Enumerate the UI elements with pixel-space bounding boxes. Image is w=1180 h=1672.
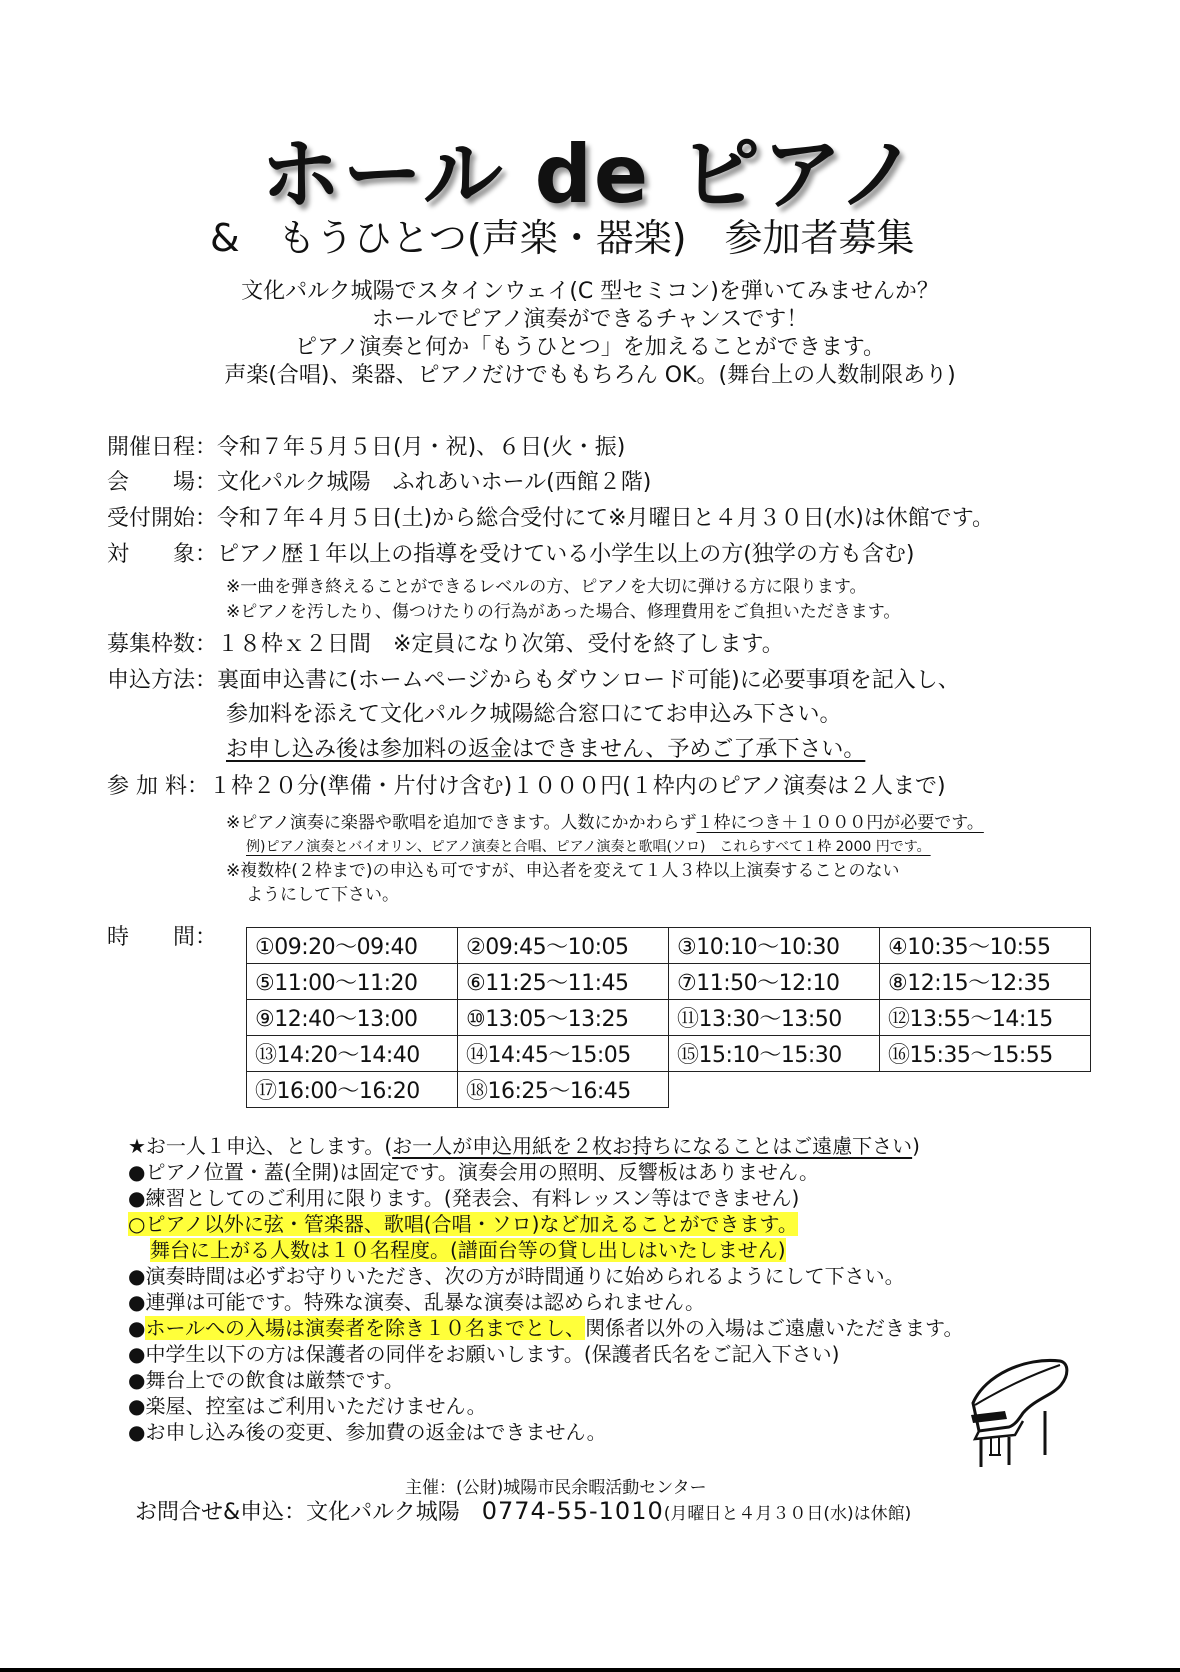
contact-line xyxy=(135,1495,911,1526)
rule-highlight: 舞台に上がる人数は１０名程度。(譜面台等の貸し出しはいたしません) xyxy=(150,1238,786,1262)
rules-list xyxy=(128,1133,963,1445)
intro-line: 声楽(合唱)、楽器、ピアノだけでももちろん OK。(舞台上の人数制限あり) xyxy=(224,363,956,388)
time-slot-table xyxy=(246,927,1091,1108)
method-line: 参加料を添えて文化パルク城陽総合窓口にてお申込み下さい。 xyxy=(226,702,842,727)
method-label: 申込方法： xyxy=(107,668,218,693)
date-row xyxy=(107,430,625,461)
target-note: ※一曲を弾き終えることができるレベルの方、ピアノを大切に弾ける方に限ります。 xyxy=(226,577,867,597)
date-label: 開催日程： xyxy=(107,435,218,460)
time-slot: ⑬14:20～14:40 xyxy=(247,1036,458,1072)
fee-note: ※複数枠(２枠まで)の申込も可ですが、申込者を変えて１人３枠以上演奏することのない xyxy=(226,861,900,881)
time-slot: ⑩13:05～13:25 xyxy=(458,1000,669,1036)
rule-text: ● xyxy=(128,1316,146,1340)
time-slot: ②09:45～10:05 xyxy=(458,928,669,964)
rule-item: ●中学生以下の方は保護者の同伴をお願いします。(保護者氏名をご記入下さい) xyxy=(128,1342,840,1366)
target-label: 対 象： xyxy=(107,542,218,567)
refund-notice: お申し込み後は参加料の返金はできません、予めご了承下さい。 xyxy=(226,737,866,762)
empty-cell xyxy=(669,1072,880,1108)
time-slot: ⑱16:25～16:45 xyxy=(458,1072,669,1108)
time-slot: ⑫13:55～14:15 xyxy=(880,1000,1091,1036)
time-slot: ⑰16:00～16:20 xyxy=(247,1072,458,1108)
time-slot: ③10:10～10:30 xyxy=(669,928,880,964)
rule-item: ●練習としてのご利用に限ります。(発表会、有料レッスン等はできません) xyxy=(128,1186,800,1210)
time-slot: ⑨12:40～13:00 xyxy=(247,1000,458,1036)
rule-highlight: ○ピアノ以外に弦・管楽器、歌唱(合唱・ソロ)など加えることができます。 xyxy=(128,1212,798,1236)
grand-piano-illustration xyxy=(965,1355,1075,1475)
venue-label: 会 場： xyxy=(107,470,218,495)
rule-item: ●お申し込み後の変更、参加費の返金はできません。 xyxy=(128,1420,607,1444)
rule-highlight: ホールへの入場は演奏者を除き１０名までとし、 xyxy=(145,1316,586,1340)
time-slot: ①09:20～09:40 xyxy=(247,928,458,964)
reception-value: 令和７年４月５日(土)から総合受付にて※月曜日と４月３０日(水)は休館です。 xyxy=(217,506,995,531)
method-line: 裏面申込書に(ホームページからもダウンロード可能)に必要事項を記入し、 xyxy=(217,668,960,693)
fee-example: 例)ピアノ演奏とバイオリン、ピアノ演奏と合唱、ピアノ演奏と歌唱(ソロ) これらすべて１枠 2000 円です。 xyxy=(246,839,931,855)
rule-item xyxy=(128,1211,963,1237)
rule-text: ) xyxy=(912,1134,920,1158)
table-row xyxy=(247,964,1091,1000)
organizer: 主催：(公財)城陽市民余暇活動センター xyxy=(405,1478,707,1498)
intro-line: ホールでピアノ演奏ができるチャンスです！ xyxy=(371,307,809,332)
slots-row xyxy=(107,627,784,658)
time-slot: ④10:35～10:55 xyxy=(880,928,1091,964)
table-row xyxy=(247,1036,1091,1072)
time-slot: ⑯15:35～15:55 xyxy=(880,1036,1091,1072)
time-slot: ⑤11:00～11:20 xyxy=(247,964,458,1000)
target-value: ピアノ歴１年以上の指導を受けている小学生以上の方(独学の方も含む) xyxy=(217,542,915,567)
time-label: 時 間： xyxy=(107,925,218,950)
slots-label: 募集枠数： xyxy=(107,632,218,657)
rule-item: ●連弾は可能です。特殊な演奏、乱暴な演奏は認められません。 xyxy=(128,1290,706,1314)
contact-label: お問合せ&申込：文化パルク城陽 xyxy=(135,1500,482,1525)
fee-note-text: ※ピアノ演奏に楽器や歌唱を追加できます。人数にかかわらず xyxy=(226,813,697,833)
fee-note-emphasis: １枠につき＋１０００円が必要です。 xyxy=(696,813,984,833)
intro-line: 文化パルク城陽でスタインウェイ(C 型セミコン)を弾いてみませんか？ xyxy=(241,279,939,304)
slots-value: １８枠ｘ２日間 ※定員になり次第、受付を終了します。 xyxy=(217,632,784,657)
fee-row xyxy=(107,769,946,800)
time-slot: ⑥11:25～11:45 xyxy=(458,964,669,1000)
fee-value: １枠２０分(準備・片付け含む)１０００円(１枠内のピアノ演奏は２人まで) xyxy=(209,774,946,799)
rule-item: ●舞台上での飲食は厳禁です。 xyxy=(128,1368,404,1392)
page-title: ホール de ピアノ xyxy=(260,128,920,221)
rule-text: 関係者以外の入場はご遠慮いただきます。 xyxy=(585,1316,964,1340)
fee-label: 参 加 料： xyxy=(107,774,209,799)
closed-note: (月曜日と４月３０日(水)は休館) xyxy=(663,1504,912,1524)
fee-note xyxy=(226,808,984,833)
empty-cell xyxy=(880,1072,1091,1108)
method-row xyxy=(107,663,960,694)
time-slot: ⑧12:15～12:35 xyxy=(880,964,1091,1000)
time-slot: ⑪13:30～13:50 xyxy=(669,1000,880,1036)
rule-text: ★お一人１申込、とします。( xyxy=(128,1134,393,1158)
table-row xyxy=(247,928,1091,964)
intro-text xyxy=(0,278,1180,390)
phone-number: 0774-55-1010 xyxy=(481,1497,664,1525)
bottom-divider xyxy=(0,1668,1180,1672)
rule-item: ●楽屋、控室はご利用いただけません。 xyxy=(128,1394,487,1418)
reception-label: 受付開始： xyxy=(107,506,218,531)
rule-item: ●ピアノ位置・蓋(全開)は固定です。演奏会用の照明、反響板はありません。 xyxy=(128,1160,820,1184)
rule-item xyxy=(128,1237,963,1263)
rule-item xyxy=(128,1133,963,1159)
venue-row xyxy=(107,465,651,496)
time-slot: ⑭14:45～15:05 xyxy=(458,1036,669,1072)
rule-emphasis: お一人が申込用紙を２枚お持ちになることはご遠慮下さい xyxy=(392,1134,913,1158)
table-row xyxy=(247,1000,1091,1036)
date-value: 令和７年５月５日(月・祝)、６日(火・振) xyxy=(217,435,626,460)
time-slot: ⑮15:10～15:30 xyxy=(669,1036,880,1072)
venue-value: 文化パルク城陽 ふれあいホール(西館２階) xyxy=(217,470,652,495)
table-row xyxy=(247,1072,1091,1108)
page-subtitle: & もうひとつ(声楽・器楽) 参加者募集 xyxy=(210,216,915,260)
target-row xyxy=(107,537,914,568)
rule-item: ●演奏時間は必ずお守りいただき、次の方が時間通りに始められるようにして下さい。 xyxy=(128,1264,905,1288)
target-note: ※ピアノを汚したり、傷つけたりの行為があった場合、修理費用をご負担いただきます。 xyxy=(226,602,901,622)
fee-note: ようにして下さい。 xyxy=(246,885,399,905)
reception-row xyxy=(107,501,994,532)
time-slot: ⑦11:50～12:10 xyxy=(669,964,880,1000)
intro-line: ピアノ演奏と何か「もうひとつ」を加えることができます。 xyxy=(294,335,886,360)
rule-item xyxy=(128,1315,963,1341)
